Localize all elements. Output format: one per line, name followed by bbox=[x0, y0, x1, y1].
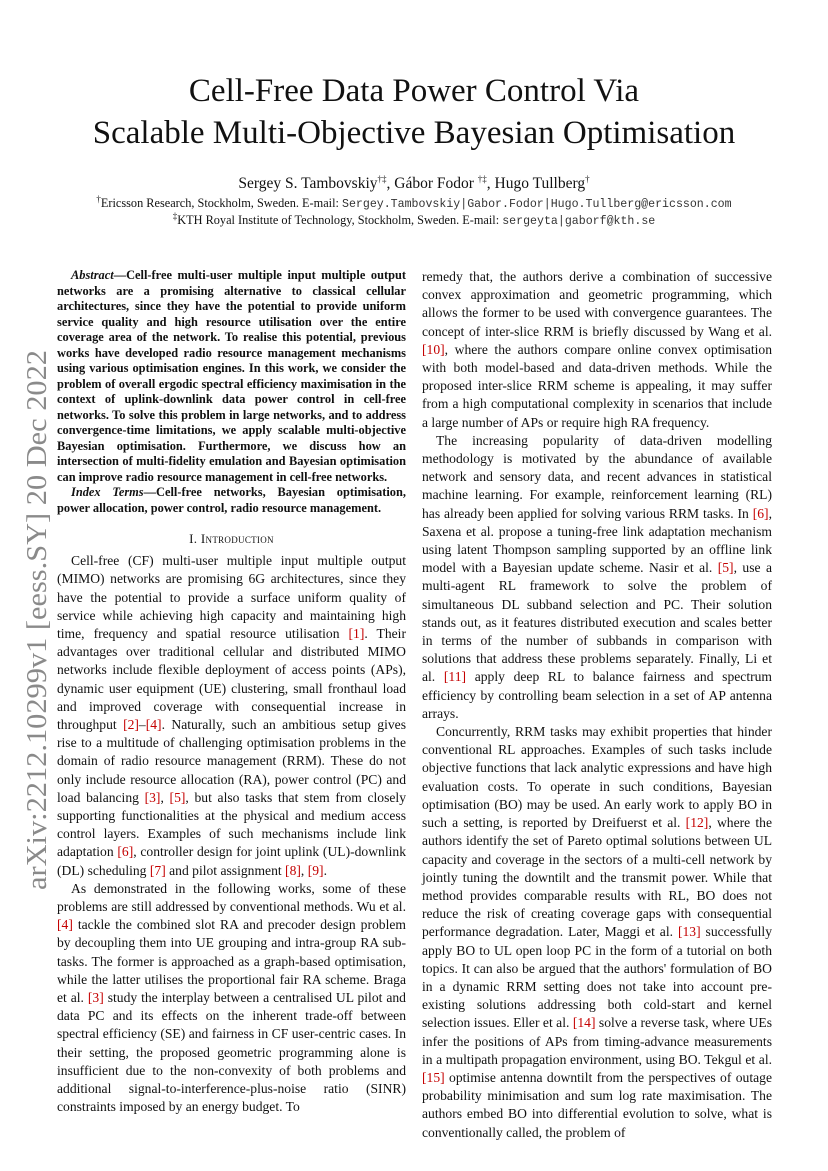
paragraph-text: , controller design for joint uplink (UL)-downlink (DL) scheduling bbox=[57, 844, 406, 878]
index-terms-lead: Index Terms bbox=[71, 485, 144, 499]
author-name: , Hugo Tullberg bbox=[486, 175, 586, 192]
citation-link[interactable]: [13] bbox=[677, 924, 701, 940]
affiliation-ericsson bbox=[60, 193, 768, 211]
citation-link[interactable]: [8] bbox=[285, 862, 301, 878]
paragraph-text: , where the authors identify the set of Pareto optimal solutions between UL capacity and coverage in the sectors of a multi-cell network by jointly tuning the downtilt and the transmit power. While that method provides comparable results with RL, BO does not reduce the risk of creating coverage gaps with consequential performance degradation. Later, Maggi et al. bbox=[422, 815, 772, 940]
citation-link[interactable]: [3] bbox=[87, 990, 104, 1006]
affiliation-mark: † bbox=[585, 173, 590, 184]
paragraph-text: , bbox=[160, 789, 170, 805]
paragraph-text: Concurrently, RRM tasks may exhibit properties that hinder conventional RL approaches. Examples of such tasks include objective functions that lack analytic expressions and have high evaluation costs. To operate in such conditions, Bayesian optimisation (BO) may be used. An early work to apply BO in such a setting, is reported by Dreifuerst et al. bbox=[422, 724, 772, 831]
section-number: I. bbox=[189, 531, 201, 546]
body-paragraph bbox=[422, 268, 772, 432]
citation-link[interactable]: [1] bbox=[348, 626, 365, 642]
index-terms-text: —Cell-free networks, Bayesian optimisation, power allocation, power control, radio resource management. bbox=[57, 485, 406, 515]
affiliation-mark: †‡ bbox=[477, 173, 487, 184]
paragraph-text: . Naturally, such an ambitious setup gives rise to a multitude of challenging optimisation problems in the domain of radio resource management (RRM). These do not only include resource allocation (RA), power control (PC) and load balancing bbox=[57, 717, 406, 805]
affiliation-text: KTH Royal Institute of Technology, Stockholm, Sweden. E-mail: bbox=[177, 213, 503, 227]
abstract-lead: Abstract bbox=[71, 268, 114, 282]
paragraph-text: . bbox=[323, 862, 327, 878]
paragraph-text: apply deep RL to balance fairness and spectrum efficiency by controlling beam selection in a set of AP antenna arrays. bbox=[422, 669, 772, 721]
paragraph-text: successfully apply BO to UL open loop PC in the form of a tutorial on both topics. It can also be argued that the authors' formulation of BO in a dynamic RRM setting does not take into account pre-existing solutions addressing both cold-start and kernel selection issues. Eller et al. bbox=[422, 924, 772, 1031]
citation-link[interactable]: [7] bbox=[149, 862, 166, 878]
citation-link[interactable]: [5] bbox=[169, 789, 186, 805]
index-terms bbox=[57, 485, 406, 516]
citation-link[interactable]: [3] bbox=[144, 789, 161, 805]
paragraph-text: optimise antenna downtilt from the perspectives of outage probability minimisation and sum log rate maximisation. The authors embed BO into differential evolution to solve, what is conventionally called, the problem of bbox=[422, 1069, 772, 1140]
affiliation-kth bbox=[60, 210, 768, 228]
citation-link[interactable]: [14] bbox=[572, 1015, 596, 1031]
paper-title-line-1: Cell-Free Data Power Control Via bbox=[188, 73, 640, 109]
affiliation-mark: † bbox=[96, 193, 101, 204]
paragraph-text: The increasing popularity of data-driven modelling methodology is motivated by the abundance of available network and sensory data, and recent advances in statistical machine learning. For example, reinforcement learning (RL) has already been applied for solving various RRM tasks. In bbox=[422, 432, 772, 521]
citation-link[interactable]: [9] bbox=[307, 862, 324, 878]
paper-title-line-2: Scalable Multi-Objective Bayesian Optimisation bbox=[92, 115, 736, 151]
paper-title bbox=[60, 70, 768, 154]
abstract-text: —Cell-free multi-user multiple input multiple output networks are a promising alternative to classical cellular architectures, since they have the potential to provide uniform service quality and high resource utilisation over the entire coverage area of the network. To realise this potential, previous works have developed radio resource management mechanisms using various optimisation engines. In this work, we consider the problem of overall ergodic spectral efficiency maximisation in the context of uplink-downlink data power control in cell-free networks. To solve this problem in large networks, and to address convergence-time limitations, we apply scalable multi-objective Bayesian optimisation. Furthermore, we discuss how an intersection of multi-fidelity emulation and Bayesian optimisation can improve radio resource management in cell-free networks. bbox=[57, 268, 406, 484]
author-list bbox=[60, 175, 768, 193]
paragraph-text: , Saxena et al. propose a tuning-free link adaptation mechanism using latent Thompson sampling supported by an offline link model with a Bayesian update scheme. Nasir et al. bbox=[422, 505, 772, 576]
paragraph-text: Cell-free (CF) multi-user multiple input multiple output (MIMO) networks are promising 6G architectures, since they have the potential to provide a surface uniform quality of service while achieving high capacity and maintaining high time, frequency and spatial resource utilisation bbox=[57, 553, 406, 642]
left-column bbox=[57, 268, 406, 1117]
paragraph-text: and pilot assignment bbox=[165, 862, 286, 878]
arxiv-identifier-text: arXiv:2212.10299v1 [eess.SY] 20 Dec 2022 bbox=[22, 392, 53, 890]
paragraph-text: solve a reverse task, where UEs infer the positions of APs from timing-advance measurements in a multipath propagation environment, using BO. Tekgul et al. bbox=[422, 1015, 772, 1067]
paragraph-text: As demonstrated in the following works, some of these problems are still addressed by conventional methods. Wu et al. bbox=[57, 880, 406, 915]
citation-link[interactable]: [10] bbox=[422, 341, 445, 357]
citation-link[interactable]: [4] bbox=[145, 717, 162, 733]
affiliation-text: Ericsson Research, Stockholm, Sweden. E-mail: bbox=[100, 196, 342, 210]
email-address: Sergey.Tambovskiy|Gabor.Fodor|Hugo.Tullberg@ericsson.com bbox=[341, 198, 732, 211]
citation-link[interactable]: [15] bbox=[422, 1069, 445, 1085]
citation-link[interactable]: [6] bbox=[117, 844, 134, 860]
body-paragraph bbox=[422, 723, 772, 1142]
body-paragraph bbox=[57, 880, 406, 1117]
right-column bbox=[422, 268, 772, 1142]
paragraph-text: . Their advantages over traditional cellular and distributed MIMO networks include flexible deployment of access points (APs), dynamic user equipment (UE) clustering, small fronthaul load and improved coverage with consequential increase in throughput bbox=[57, 626, 406, 733]
arxiv-identifier bbox=[16, 350, 56, 890]
paragraph-text: , bbox=[300, 862, 308, 878]
citation-link[interactable]: [6] bbox=[752, 505, 769, 521]
paragraph-text: study the interplay between a centralised UL pilot and data PC and its effects on the inherent trade-off between spectral efficiency (SE) and fairness in CF user-centric cases. In their setting, the proposed geometric programming alone is insufficient due to the non-convexity of both problems and additional signal-to-interference-plus-noise ratio (SINR) constraints imposed by an energy budget. To bbox=[57, 990, 406, 1115]
affiliation-mark: ‡ bbox=[172, 210, 178, 221]
arxiv-identifier-graphic bbox=[16, 350, 56, 890]
section-heading bbox=[57, 530, 406, 548]
body-paragraph bbox=[422, 432, 772, 723]
paragraph-text: – bbox=[138, 717, 146, 733]
paragraph-text: , but also tasks that stem from closely supporting functionalities at the physical and medium access control layers. Examples of such mechanisms include link adaptation bbox=[57, 789, 406, 860]
section-title: Introduction bbox=[200, 531, 274, 546]
paragraph-text: tackle the combined slot RA and precoder design problem by decoupling them into UE grouping and intra-group RA sub-tasks. The former is approached as a graph-based optimisation, while the latter utilises the proportional fair RA scheme. Braga et al. bbox=[57, 917, 406, 1006]
paragraph-text: remedy that, the authors derive a combination of successive convex approximation and geometric programming, which allows the former to be used with convergence guarantees. The concept of inter-slice RRM is briefly discussed by Wang et al. bbox=[422, 269, 772, 339]
paragraph-text: , where the authors compare online convex optimisation with both model-based and data-driven methods. While the proposed inter-slice RRM scheme is appealing, it may suffer from a high computational complexity in scenarios that include a large number of APs or require high RA frequency. bbox=[422, 341, 772, 430]
email-address: sergeyta|gaborf@kth.se bbox=[502, 215, 656, 228]
citation-link[interactable]: [11] bbox=[443, 669, 467, 685]
author-name: Sergey S. Tambovskiy bbox=[238, 175, 378, 192]
citation-link[interactable]: [5] bbox=[717, 560, 734, 576]
citation-link[interactable]: [2] bbox=[123, 717, 139, 733]
abstract bbox=[57, 268, 406, 485]
citation-link[interactable]: [4] bbox=[57, 917, 73, 933]
citation-link[interactable]: [12] bbox=[685, 815, 709, 831]
body-paragraph bbox=[57, 552, 406, 880]
author-name: , Gábor Fodor bbox=[386, 175, 478, 192]
affiliation-mark: †‡ bbox=[377, 173, 387, 184]
paragraph-text: , use a multi-agent RL framework to solve the problem of simultaneous DL subband selection and PC. Their solution stands out, as it features distributed execution and scales better in terms of the number of subbands in comparison with solutions that address these problems separately. Finally, Li et al. bbox=[422, 560, 773, 685]
